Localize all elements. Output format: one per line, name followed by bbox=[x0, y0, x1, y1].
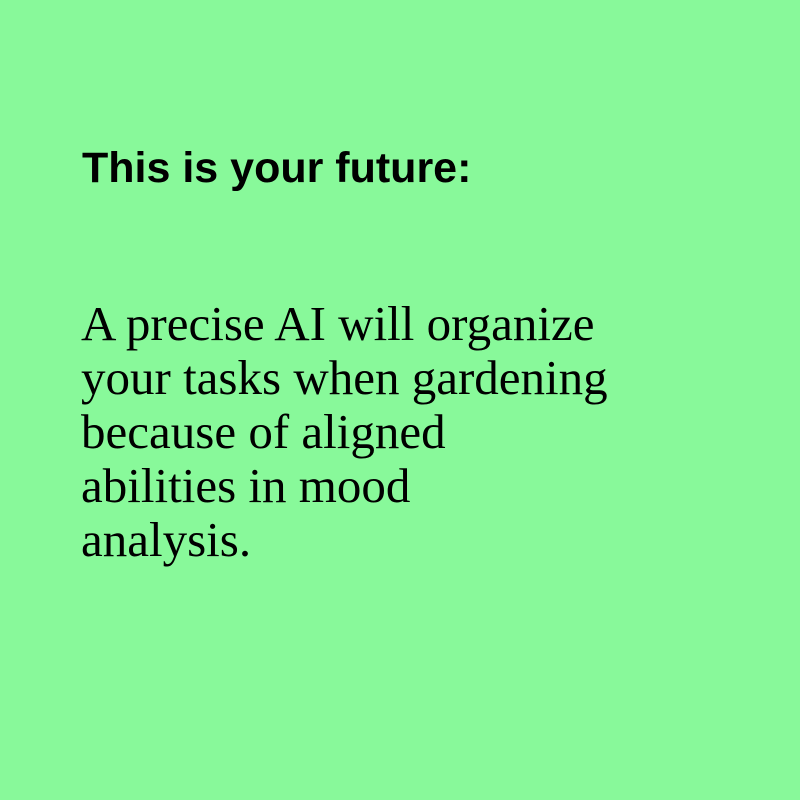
card-heading: This is your future: bbox=[82, 144, 472, 192]
message-line: analysis. bbox=[81, 512, 252, 567]
card-message bbox=[81, 297, 608, 567]
message-line: your tasks when gardening bbox=[81, 350, 608, 405]
message-line: because of aligned bbox=[81, 404, 446, 459]
message-line: A precise AI will organize bbox=[81, 296, 595, 351]
message-line: abilities in mood bbox=[81, 458, 411, 513]
